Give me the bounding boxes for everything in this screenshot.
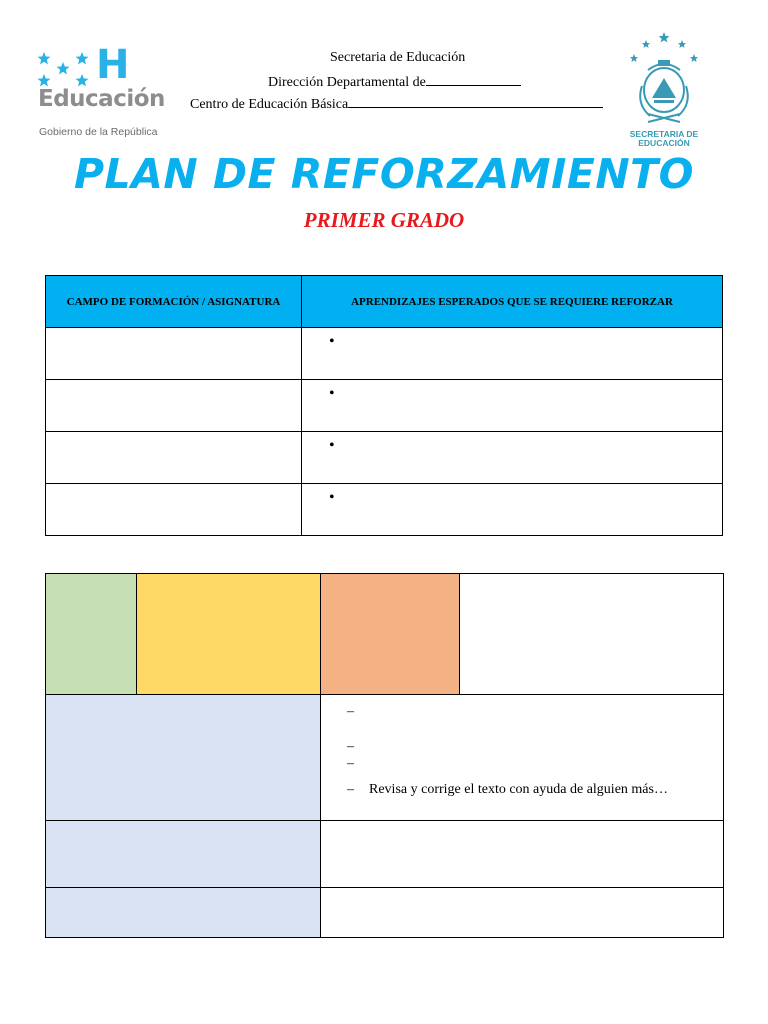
- dash-marker: –: [347, 756, 354, 771]
- table-row: [46, 328, 723, 380]
- table-header-row: [46, 276, 723, 328]
- lightblue-cell[interactable]: [46, 821, 321, 888]
- seal-caption-line-2: EDUCACIÓN: [638, 138, 690, 148]
- stars-icon: [36, 50, 94, 90]
- white-cell[interactable]: [460, 574, 724, 695]
- header-learning: APRENDIZAJES ESPERADOS QUE SE REQUIERE REFORZAR: [302, 276, 723, 328]
- plan-table: [45, 275, 723, 536]
- green-cell[interactable]: [46, 574, 137, 695]
- list-item: [347, 703, 723, 720]
- page-subtitle: PRIMER GRADO: [303, 208, 465, 232]
- table-row: [46, 821, 724, 888]
- table-row: [46, 888, 724, 938]
- coat-of-arms-icon: [618, 30, 710, 130]
- direccion-label: Dirección Departamental de: [268, 75, 426, 90]
- learning-cell[interactable]: [302, 328, 723, 380]
- subject-cell[interactable]: [46, 484, 302, 536]
- table-row: [46, 574, 724, 695]
- dash-marker: –: [347, 704, 354, 719]
- bullet: •: [329, 385, 335, 402]
- lightblue-cell[interactable]: [46, 695, 321, 821]
- page-title: PLAN DE REFORZAMIENTO: [74, 150, 694, 198]
- logo-word: Educación: [38, 86, 165, 112]
- table-row: [46, 484, 723, 536]
- list-item: [347, 781, 723, 798]
- bullet: •: [329, 437, 335, 454]
- learning-cell[interactable]: [302, 432, 723, 484]
- list-item: [347, 755, 723, 772]
- logo-tagline: Gobierno de la República: [39, 126, 158, 138]
- header-line-2: [268, 72, 521, 91]
- educacion-logo: [36, 42, 186, 143]
- header-line-3: [190, 94, 603, 113]
- activities-cell[interactable]: [321, 695, 724, 821]
- subject-cell[interactable]: [46, 380, 302, 432]
- yellow-cell[interactable]: [137, 574, 321, 695]
- activity-table: [45, 573, 724, 938]
- subject-cell[interactable]: [46, 328, 302, 380]
- activity-list: [321, 695, 723, 798]
- white-cell[interactable]: [321, 821, 724, 888]
- activity-text: Revisa y corrige el texto con ayuda de alguien más…: [369, 782, 668, 797]
- orange-cell[interactable]: [321, 574, 460, 695]
- secretaria-seal: [618, 30, 710, 150]
- list-item: [347, 738, 723, 755]
- learning-cell[interactable]: [302, 380, 723, 432]
- header-subject: CAMPO DE FORMACIÓN / ASIGNATURA: [46, 276, 302, 328]
- bullet: •: [329, 489, 335, 506]
- direccion-blank: [426, 72, 521, 86]
- centro-blank: [348, 94, 603, 108]
- seal-caption-line-1: SECRETARIA DE: [629, 129, 699, 139]
- table-row: [46, 695, 724, 821]
- logo-letter: H: [96, 42, 129, 88]
- dash-marker: –: [347, 739, 354, 754]
- centro-label: Centro de Educación Básica: [190, 97, 349, 112]
- lightblue-cell[interactable]: [46, 888, 321, 938]
- header-line-1: Secretaria de Educación: [330, 50, 466, 65]
- seal-caption: [618, 130, 710, 148]
- bullet: •: [329, 333, 335, 350]
- table-row: [46, 432, 723, 484]
- dash-marker: –: [347, 782, 354, 797]
- white-cell[interactable]: [321, 888, 724, 938]
- learning-cell[interactable]: [302, 484, 723, 536]
- table-row: [46, 380, 723, 432]
- subject-cell[interactable]: [46, 432, 302, 484]
